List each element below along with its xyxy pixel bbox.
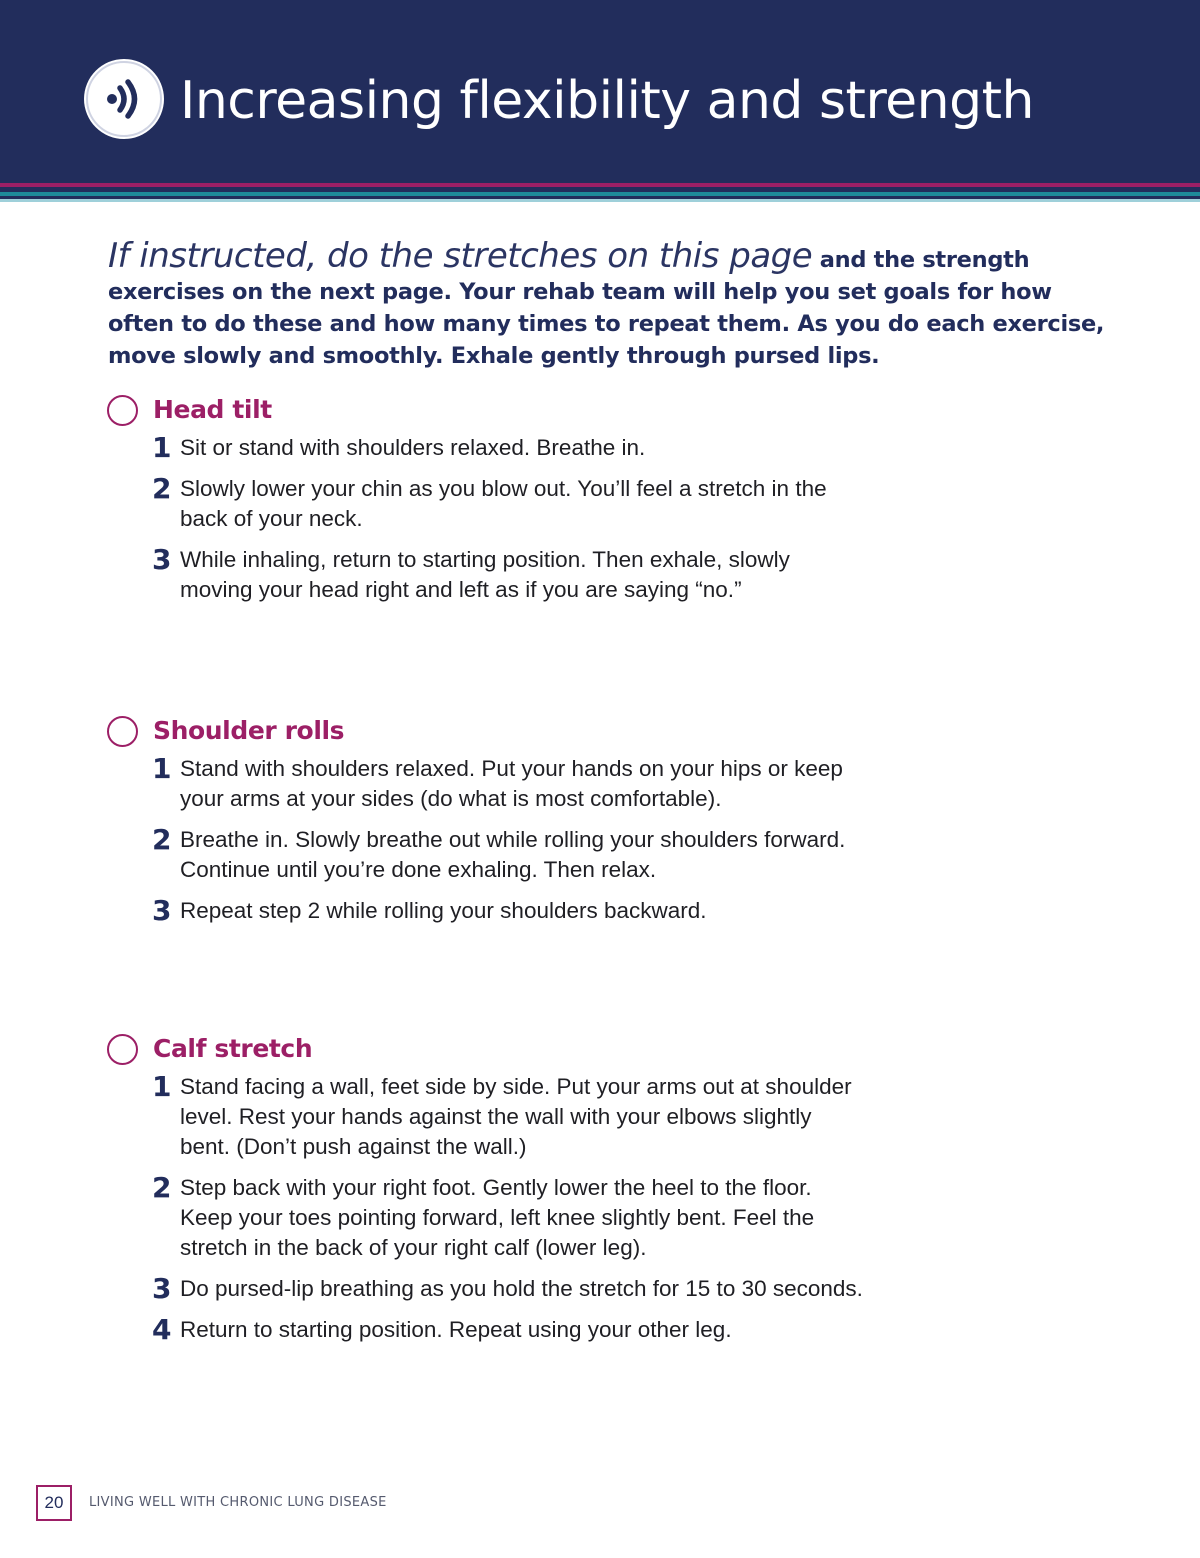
step-text: Do pursed-lip breathing as you hold the stretch for 15 to 30 seconds. <box>180 1276 863 1301</box>
list-item <box>107 1173 867 1263</box>
step-text: Breathe in. Slowly breathe out while rolling your shoulders forward. Continue until you’re done exhaling. Then relax. <box>180 827 846 882</box>
page-number: 20 <box>36 1485 72 1521</box>
list-item <box>107 545 867 605</box>
section-calf-stretch <box>107 1032 867 1345</box>
section-heading <box>107 393 867 429</box>
list-item <box>107 433 867 463</box>
checkbox-circle-icon[interactable] <box>107 1034 138 1065</box>
step-text: Step back with your right foot. Gently lower the heel to the floor. Keep your toes pointing forward, left knee slightly bent. Feel the stretch in the back of your right calf (lower leg). <box>180 1175 815 1260</box>
step-text: Stand facing a wall, feet side by side. Put your arms out at shoulder level. Rest your hands against the wall with your elbows slightly bent. (Don’t push against the wall.) <box>180 1074 852 1159</box>
page-title: Increasing flexibility and strength <box>180 71 1034 131</box>
step-list <box>107 433 867 605</box>
step-text: Slowly lower your chin as you blow out. You’ll feel a stretch in the back of your neck. <box>180 476 827 531</box>
list-item <box>107 825 867 885</box>
step-text: Sit or stand with shoulders relaxed. Breathe in. <box>180 435 646 460</box>
list-item <box>107 896 867 926</box>
list-item <box>107 754 867 814</box>
step-list <box>107 1072 867 1345</box>
step-number: 3 <box>152 543 172 576</box>
step-number: 1 <box>152 1070 172 1103</box>
step-number: 3 <box>152 894 172 927</box>
list-item <box>107 1072 867 1162</box>
step-list <box>107 754 867 926</box>
publication-title: LIVING WELL WITH CHRONIC LUNG DISEASE <box>89 1495 387 1510</box>
step-number: 2 <box>152 1171 172 1204</box>
intro-paragraph <box>108 236 1118 372</box>
section-heading <box>107 1032 867 1068</box>
step-number: 2 <box>152 472 172 505</box>
step-number: 3 <box>152 1272 172 1305</box>
step-text: Stand with shoulders relaxed. Put your hands on your hips or keep your arms at your sides (do what is most comfortable). <box>180 756 843 811</box>
step-text: While inhaling, return to starting position. Then exhale, slowly moving your head right and left as if you are saying “no.” <box>180 547 790 602</box>
step-text: Return to starting position. Repeat using your other leg. <box>180 1317 732 1342</box>
list-item <box>107 1315 867 1345</box>
checkbox-circle-icon[interactable] <box>107 716 138 747</box>
step-number: 1 <box>152 752 172 785</box>
step-number: 2 <box>152 823 172 856</box>
intro-lead: If instructed, do the stretches on this page <box>108 236 813 276</box>
section-shoulder-rolls <box>107 714 867 926</box>
step-number: 1 <box>152 431 172 464</box>
section-title: Shoulder rolls <box>153 716 345 745</box>
list-item <box>107 1274 867 1304</box>
section-head-tilt <box>107 393 867 605</box>
section-title: Head tilt <box>153 395 272 424</box>
header-banner <box>0 0 1200 183</box>
header-stripe-light <box>0 199 1200 202</box>
step-text: Repeat step 2 while rolling your shoulders backward. <box>180 898 707 923</box>
sound-waves-icon <box>84 59 164 139</box>
step-number: 4 <box>152 1313 172 1346</box>
section-title: Calf stretch <box>153 1034 313 1063</box>
intro-body: and the strength exercises on the next page. Your rehab team will help you set goals for how often to do these and how many times to repeat them. As you do each exercise, move slowly and smoothly. Exhale gently through pursed lips. <box>108 247 1105 369</box>
checkbox-circle-icon[interactable] <box>107 395 138 426</box>
list-item <box>107 474 867 534</box>
section-heading <box>107 714 867 750</box>
